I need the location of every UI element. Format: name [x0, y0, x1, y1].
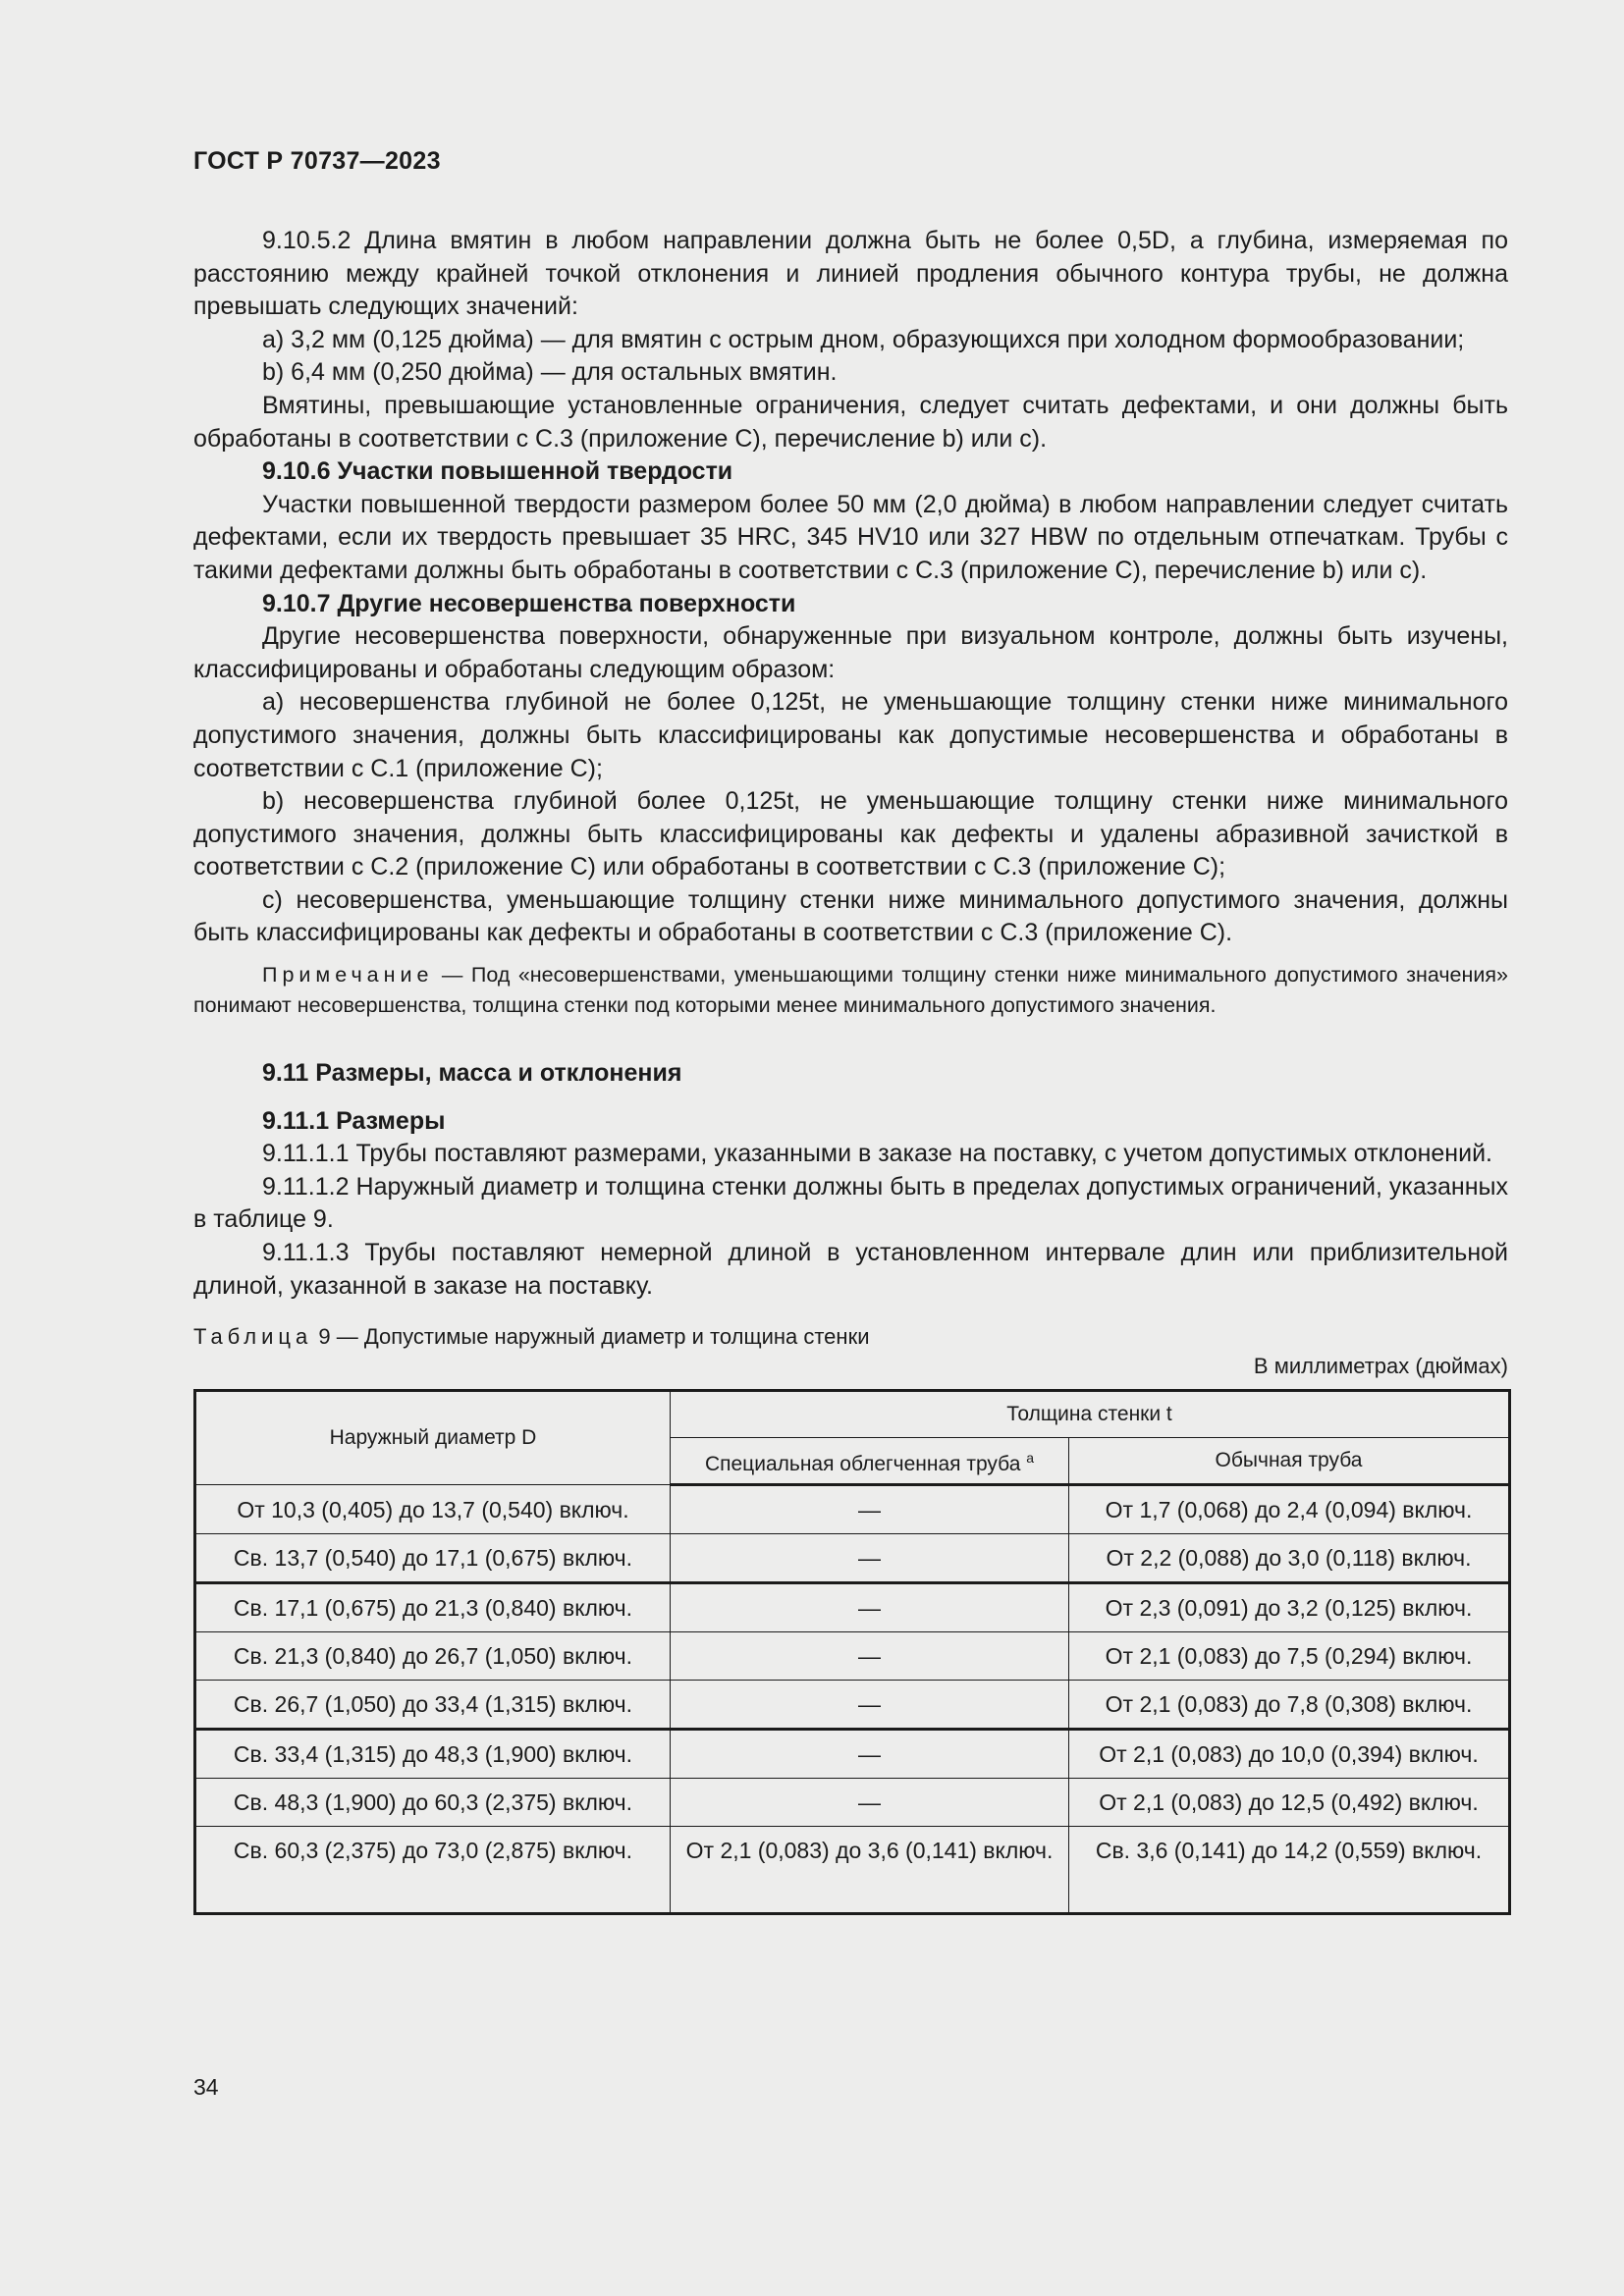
table-cell: Св. 13,7 (0,540) до 17,1 (0,675) включ.: [195, 1534, 671, 1583]
heading-9-11: 9.11 Размеры, масса и отклонения: [262, 1059, 682, 1088]
header-special-light-pipe: [671, 1438, 1069, 1485]
list-item-c-imperfections: с) несовершенства, уменьшающие толщину стенки ниже минимального допустимого значения, должны быть классифицированы как дефекты и обработаны в соответствии с С.3 (приложение С).: [193, 885, 1508, 947]
table-row: [195, 1681, 1510, 1730]
table-caption: [193, 1322, 1508, 1352]
table-cell: Св. 48,3 (1,900) до 60,3 (2,375) включ.: [195, 1779, 671, 1827]
header-special-label: Специальная облегченная труба: [704, 1452, 1021, 1475]
table-cell: Св. 21,3 (0,840) до 26,7 (1,050) включ.: [195, 1632, 671, 1681]
table-cell: —: [671, 1730, 1069, 1779]
paragraph-9-10-5-2: 9.10.5.2 Длина вмятин в любом направлении должна быть не более 0,5D, а глубина, измеряемая по расстоянию между крайней точкой отклонения и линией продления обычного контура трубы, не должна превышать следующих значений:: [193, 227, 1508, 321]
paragraph-other-imperfections: Другие несовершенства поверхности, обнаруженные при визуальном контроле, должны быть изучены, классифицированы и обработаны следующим образом:: [193, 622, 1508, 683]
header-outer-diameter: Наружный диаметр D: [195, 1391, 671, 1485]
paragraph-9-11-1-2: 9.11.1.2 Наружный диаметр и толщина стенки должны быть в пределах допустимых ограничений, указанных в таблице 9.: [193, 1172, 1508, 1234]
paragraph-hard-spots: Участки повышенной твердости размером более 50 мм (2,0 дюйма) в любом направлении следует считать дефектами, если их твердость превышает 35 HRC, 345 HV10 или 327 HBW по отдельным отпечаткам. Трубы с такими дефектами должны быть обработаны в соответствии с С.3 (приложение С), перечисление b) или с).: [193, 490, 1508, 584]
table-cell: —: [671, 1779, 1069, 1827]
table-caption-text: 9 — Допустимые наружный диаметр и толщина стенки: [312, 1324, 870, 1350]
table-row: [195, 1534, 1510, 1583]
list-item-a: а) 3,2 мм (0,125 дюйма) — для вмятин с острым дном, образующихся при холодном формообразовании;: [262, 325, 1465, 353]
table-cell: От 2,1 (0,083) до 12,5 (0,492) включ.: [1069, 1779, 1510, 1827]
dimensions-table: [193, 1389, 1511, 1915]
list-item-a-imperfections: а) несовершенства глубиной не более 0,125t, не уменьшающие толщину стенки ниже минимального допустимого значения, должны быть классифицированы как допустимые несовершенства и обработаны в соответствии с С.1 (приложение С);: [193, 688, 1508, 782]
table-cell: От 2,1 (0,083) до 7,8 (0,308) включ.: [1069, 1681, 1510, 1730]
table-row: [195, 1485, 1510, 1534]
table-row: [195, 1583, 1510, 1632]
table-cell: От 2,2 (0,088) до 3,0 (0,118) включ.: [1069, 1534, 1510, 1583]
paragraph-9-11-1-3: 9.11.1.3 Трубы поставляют немерной длиной в установленном интервале длин или приблизительной длиной, указанной в заказе на поставку.: [193, 1239, 1508, 1300]
table-cell: Св. 33,4 (1,315) до 48,3 (1,900) включ.: [195, 1730, 671, 1779]
table-row: [195, 1827, 1510, 1914]
table-row: [195, 1730, 1510, 1779]
table-units: В миллиметрах (дюймах): [1253, 1354, 1508, 1379]
table-cell: От 10,3 (0,405) до 13,7 (0,540) включ.: [195, 1485, 671, 1534]
table-cell: Св. 17,1 (0,675) до 21,3 (0,840) включ.: [195, 1583, 671, 1632]
table-cell: От 1,7 (0,068) до 2,4 (0,094) включ.: [1069, 1485, 1510, 1534]
table-cell: Св. 60,3 (2,375) до 73,0 (2,875) включ.: [195, 1827, 671, 1914]
list-item-b-imperfections: b) несовершенства глубиной более 0,125t, не уменьшающие толщину стенки ниже минимального допустимого значения, должны быть классифицированы как дефекты и удалены абразивной зачисткой в соответствии с С.2 (приложение С) или обработаны в соответствии с С.3 (приложение С);: [193, 787, 1508, 881]
table-cell: От 2,1 (0,083) до 10,0 (0,394) включ.: [1069, 1730, 1510, 1779]
header-wall-thickness: Толщина стенки t: [671, 1391, 1510, 1438]
table-cell: От 2,1 (0,083) до 7,5 (0,294) включ.: [1069, 1632, 1510, 1681]
note: [193, 960, 1508, 1021]
table-cell: —: [671, 1632, 1069, 1681]
table-cell: От 2,1 (0,083) до 3,6 (0,141) включ.: [671, 1827, 1069, 1914]
table-cell: —: [671, 1583, 1069, 1632]
table-cell: Св. 26,7 (1,050) до 33,4 (1,315) включ.: [195, 1681, 671, 1730]
table-cell: —: [671, 1681, 1069, 1730]
table-caption-label: Таблица: [193, 1324, 313, 1350]
document-body: [193, 225, 1508, 1915]
heading-9-10-6: 9.10.6 Участки повышенной твердости: [262, 457, 733, 486]
table-cell: Св. 3,6 (0,141) до 14,2 (0,559) включ.: [1069, 1827, 1510, 1914]
note-text: — Под «несовершенствами, уменьшающими толщину стенки ниже минимального допустимого значения» понимают несовершенства, толщина стенки под которыми менее минимального допустимого значения.: [193, 963, 1508, 1018]
table-cell: От 2,3 (0,091) до 3,2 (0,125) включ.: [1069, 1583, 1510, 1632]
table-row: [195, 1632, 1510, 1681]
paragraph-9-11-1-1: 9.11.1.1 Трубы поставляют размерами, указанными в заказе на поставку, с учетом допустимых отклонений.: [262, 1140, 1492, 1168]
table-cell: —: [671, 1534, 1069, 1583]
heading-9-10-7: 9.10.7 Другие несовершенства поверхности: [262, 589, 796, 617]
table-row: [195, 1779, 1510, 1827]
header-ordinary-pipe: Обычная труба: [1069, 1438, 1510, 1485]
note-label: Примечание: [262, 963, 434, 988]
paragraph-dents-defects: Вмятины, превышающие установленные ограничения, следует считать дефектами, и они должны быть обработаны в соответствии с С.3 (приложение С), перечисление b) или с).: [193, 391, 1508, 453]
document-header: ГОСТ Р 70737—2023: [193, 147, 441, 175]
heading-9-11-1: 9.11.1 Размеры: [262, 1106, 446, 1135]
table-cell: —: [671, 1485, 1069, 1534]
footnote-marker: a: [1026, 1449, 1035, 1466]
page-number: 34: [193, 2074, 219, 2100]
list-item-b: b) 6,4 мм (0,250 дюйма) — для остальных вмятин.: [262, 358, 838, 387]
